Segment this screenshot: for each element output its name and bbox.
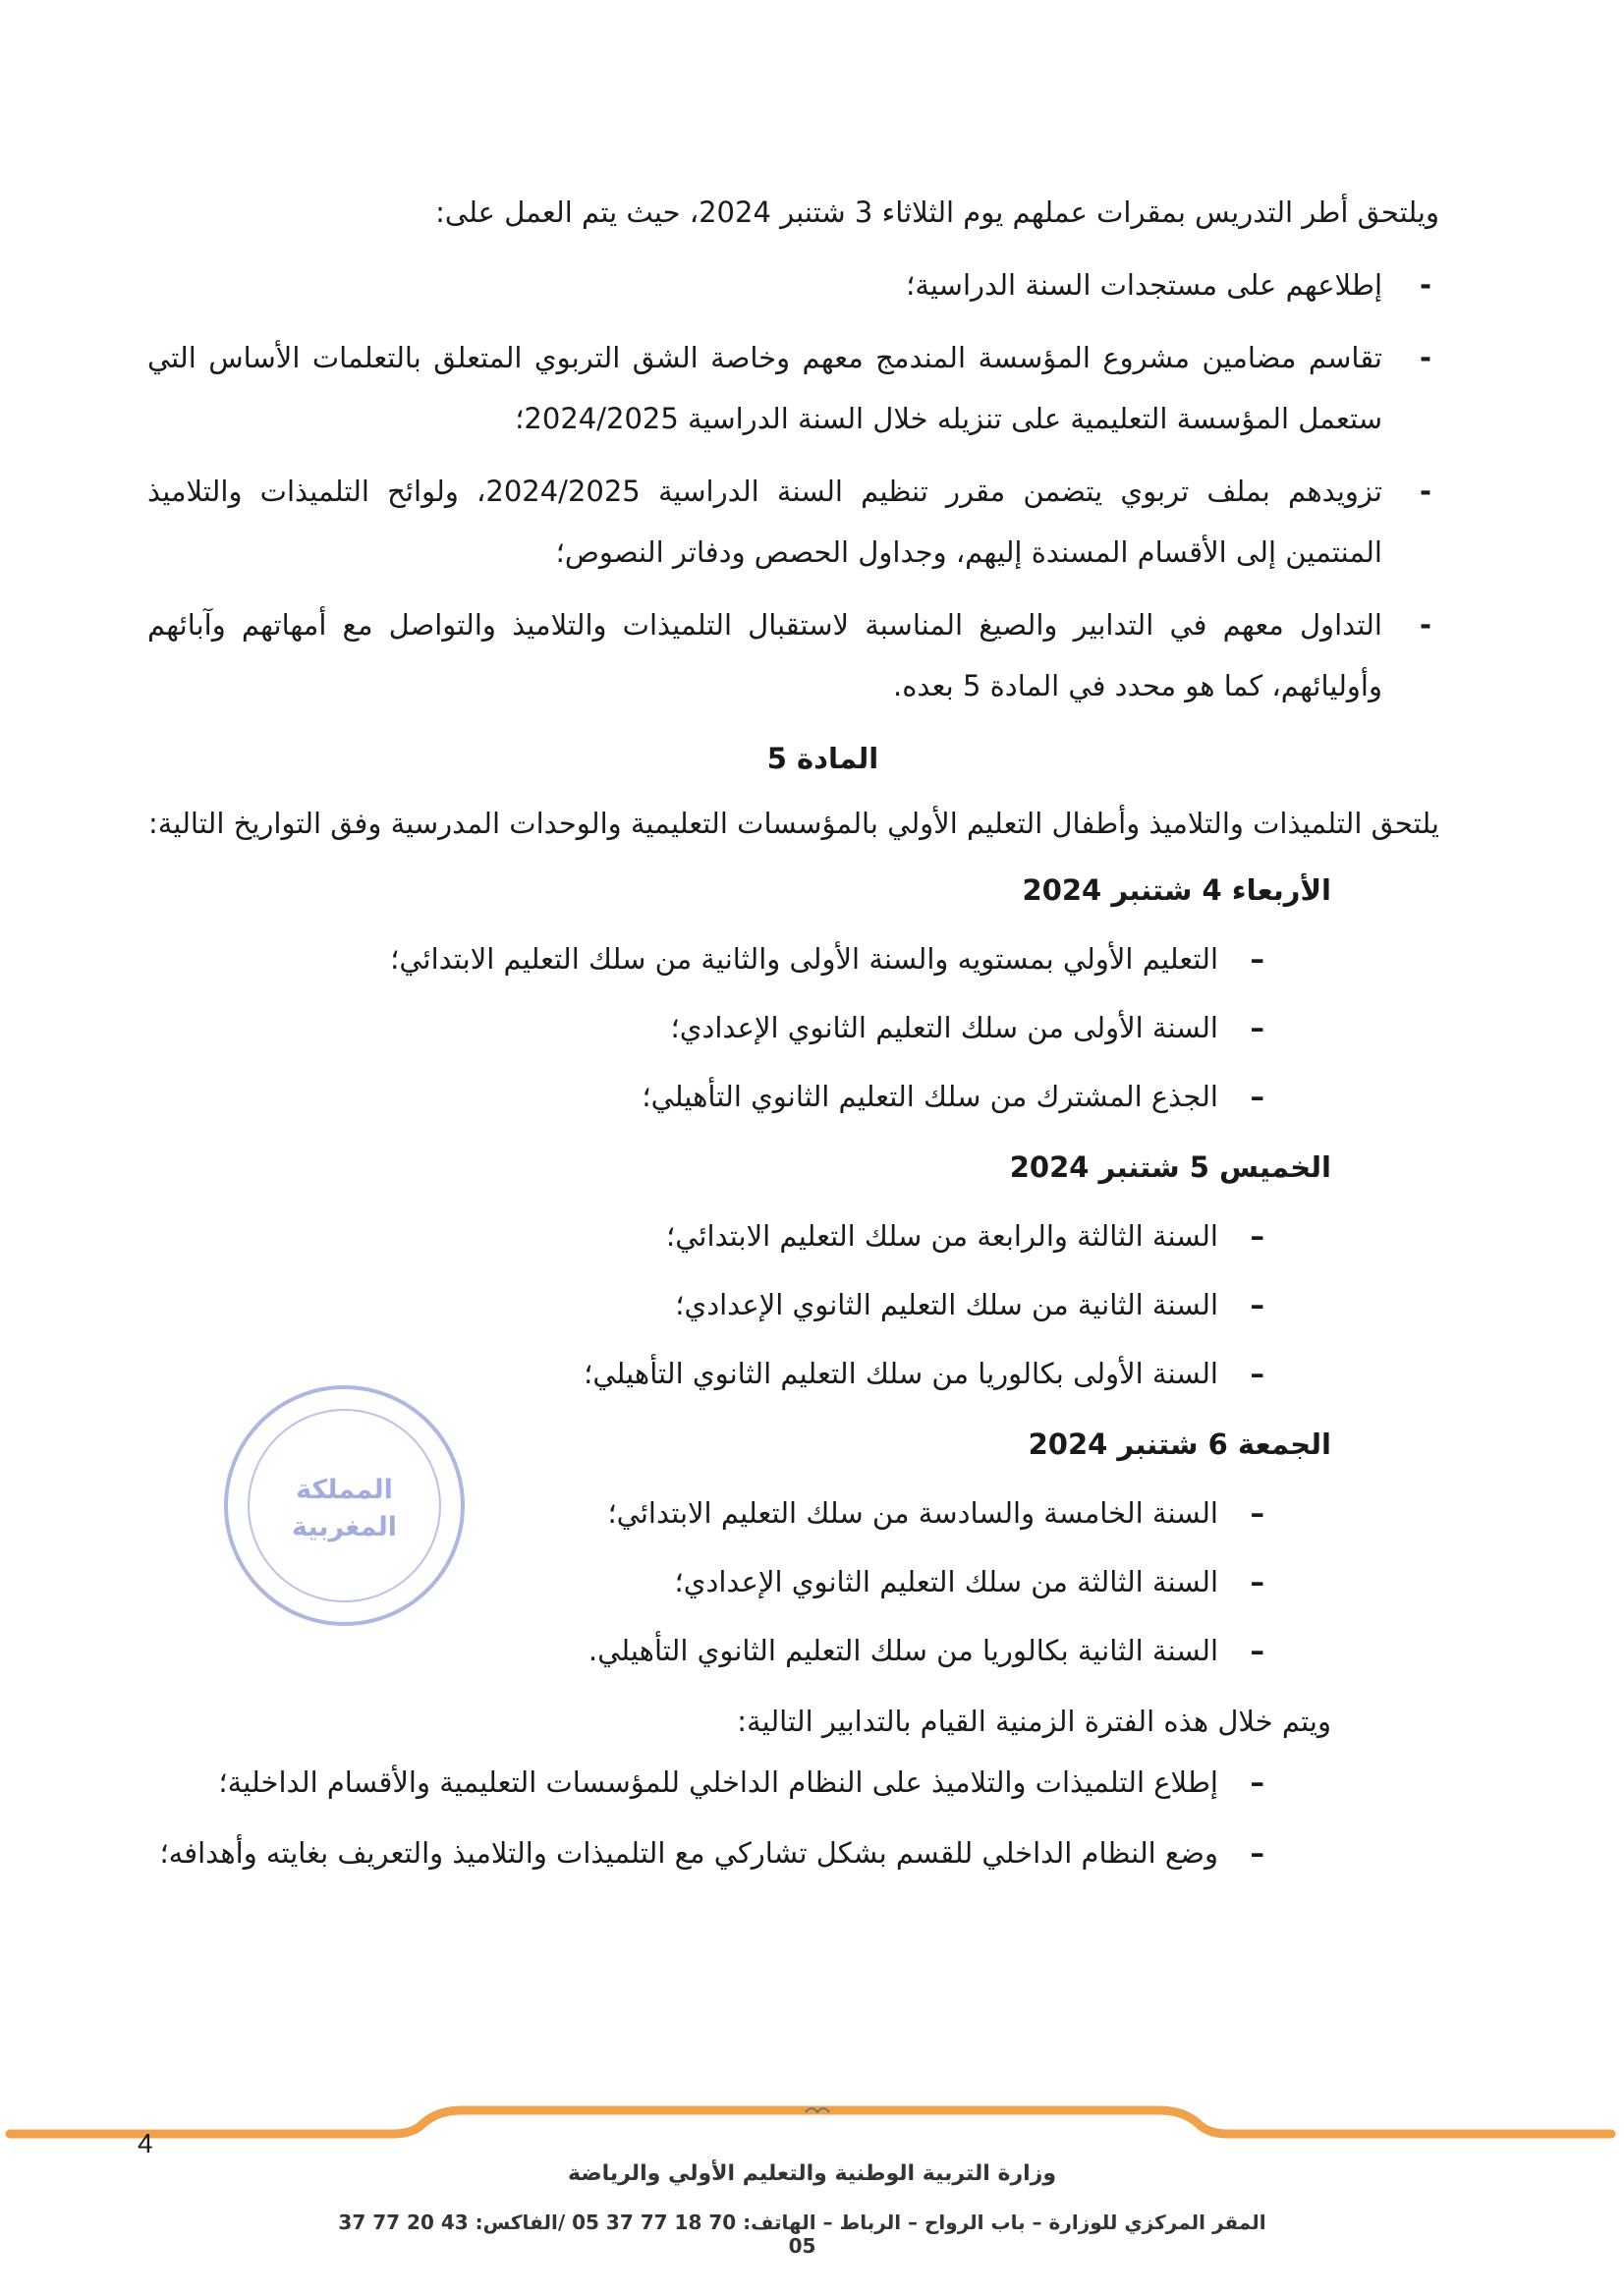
page-content [147,182,1439,1893]
level-item: – السنة الثانية بكالوريا من سلك التعليم الثانوي التأهيلي. [147,1620,1439,1681]
day-levels-list [147,928,1439,1127]
footer-address: المقر المركزي للوزارة – باب الرواح – الرباط – الهاتف: 70 18 77 37 05 /الفاكس: 43 20 77 37 05 [338,2211,1266,2258]
day-heading: الخميس 5 شتنبر 2024 [1009,1150,1331,1184]
article-title: المادة 5 [766,742,879,775]
duty-item: - تزويدهم بملف تربوي يتضمن مقرر تنظيم السنة الدراسية 2024/2025، ولوائح التلميذات والتلاميذ المنتمين إلى الأقسام المسندة إليهم، وجداول الحصص ودفاتر النصوص؛ [147,461,1439,583]
stamp-center-text [228,1472,461,1546]
footer-decorative-line [0,2102,1624,2161]
intro-paragraph: ويلتحق أطر التدريس بمقرات عملهم يوم الثلاثاء 3 شتنبر 2024، حيث يتم العمل على: [435,196,1439,229]
teacher-duties-list [147,254,1439,716]
day-heading: الجمعة 6 شتنبر 2024 [1028,1428,1331,1461]
article-intro-paragraph: يلتحق التلميذات والتلاميذ وأطفال التعليم الأولي بالمؤسسات التعليمية والوحدات المدرسية وفق التواريخ التالية: [148,807,1439,840]
level-item: – التعليم الأولي بمستويه والسنة الأولى والثانية من سلك التعليم الابتدائي؛ [147,928,1439,989]
duty-item: - تقاسم مضامين مشروع المؤسسة المندمج معهم وخاصة الشق التربوي المتعلق بالتعلمات الأساس التي ستعمل المؤسسة التعليمية على تنزيله خلال السنة الدراسية 2024/2025؛ [147,327,1439,449]
duty-item: - إطلاعهم على مستجدات السنة الدراسية؛ [147,254,1439,315]
stamp-line: المغربية [291,1512,398,1542]
level-item: – السنة الثانية من سلك التعليم الثانوي الإعدادي؛ [147,1274,1439,1335]
page-number: 4 [138,2128,153,2158]
footer-ministry-name: وزارة التربية الوطنية والتعليم الأولي والرياضة [568,2161,1056,2186]
level-item: – السنة الأولى بكالوريا من سلك التعليم الثانوي التأهيلي؛ [147,1343,1439,1404]
day-heading: الأربعاء 4 شتنبر 2024 [1022,873,1331,907]
level-item: – السنة الثالثة والرابعة من سلك التعليم الابتدائي؛ [147,1205,1439,1266]
stamp-line: المملكة [296,1475,393,1505]
level-item: – السنة الأولى من سلك التعليم الثانوي الإعدادي؛ [147,997,1439,1058]
day-levels-list [147,1205,1439,1404]
measure-item: – إطلاع التلميذات والتلاميذ على النظام الداخلي للمؤسسات التعليمية والأقسام الداخلية؛ [147,1752,1439,1813]
level-item: – السنة الخامسة والسادسة من سلك التعليم الابتدائي؛ [147,1483,1439,1543]
level-item: – الجذع المشترك من سلك التعليم الثانوي التأهيلي؛ [147,1066,1439,1127]
duty-item: - التداول معهم في التدابير والصيغ المناسبة لاستقبال التلميذات والتلاميذ والتواصل مع أمهاتهم وآبائهم وأوليائهم، كما هو محدد في المادة 5 بعده. [147,594,1439,716]
measure-item: – وضع النظام الداخلي للقسم بشكل تشاركي مع التلميذات والتلاميذ والتعريف بغايته وأهدافه؛ [147,1822,1439,1883]
level-item: – السنة الثالثة من سلك التعليم الثانوي الإعدادي؛ [147,1551,1439,1612]
measures-intro: ويتم خلال هذه الفترة الزمنية القيام بالتدابير التالية: [737,1705,1331,1738]
measures-list [147,1752,1439,1883]
official-stamp [224,1385,465,1626]
